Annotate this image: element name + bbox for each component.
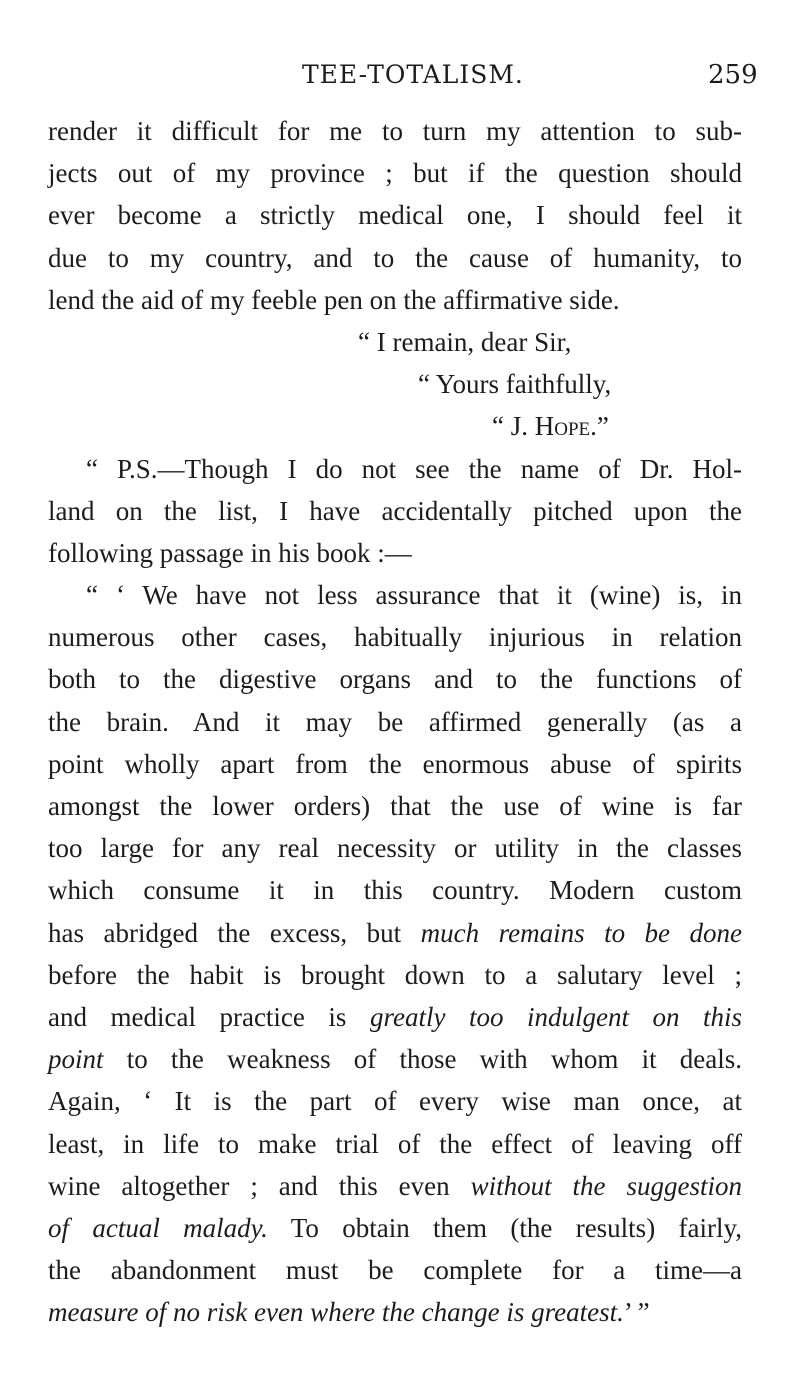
text-line: too large for any real necessity or utility in the classes xyxy=(48,833,742,864)
text-line: ever become a strictly medical one, I should feel it xyxy=(48,200,742,231)
running-title: TEE-TOTALISM. xyxy=(302,60,524,89)
italic-segment: greatly too indulgent on this xyxy=(369,1001,742,1032)
text-line: due to my country, and to the cause of humanity, to xyxy=(48,242,742,273)
text-line: which consume it in this country. Modern custom xyxy=(48,875,742,906)
italic-segment: of actual malady. xyxy=(48,1212,268,1243)
text-line: the abandonment must be complete for a time—a xyxy=(48,1255,742,1286)
text-segment: wine altogether ; and this even xyxy=(48,1170,450,1201)
italic-segment: point xyxy=(48,1044,104,1075)
text-line: land on the list, I have accidentally pitched upon the xyxy=(48,495,742,526)
signoff-signature: “ J. Hope.” xyxy=(492,411,609,442)
text-line: “ P.S.—Though I do not see the name of Dr. Hol- xyxy=(86,453,742,484)
text-line-mixed xyxy=(48,996,742,1038)
text-line: before the habit is brought down to a salutary level ; xyxy=(48,959,742,990)
text-line: jects out of my province ; but if the question should xyxy=(48,158,742,189)
text-segment: To obtain them (the results) fairly, xyxy=(267,1212,742,1243)
text-line: numerous other cases, habitually injurious in relation xyxy=(48,622,742,653)
text-line-mixed xyxy=(48,1165,742,1207)
signoff-line: “ I remain, dear Sir, xyxy=(358,326,572,357)
italic-segment: without the suggestion xyxy=(470,1170,742,1201)
italic-segment: measure of no risk even where the change is greatest. xyxy=(48,1297,624,1328)
text-line: render it difficult for me to turn my attention to sub- xyxy=(48,116,742,146)
signoff-line: “ Yours faithfully, xyxy=(418,369,612,400)
text-segment: to the weakness of those with whom it deals. xyxy=(103,1044,742,1075)
text-line: point wholly apart from the enormous abuse of spirits xyxy=(48,748,742,779)
text-segment: has abridged the excess, but xyxy=(48,917,402,948)
text-line-mixed xyxy=(48,912,742,954)
italic-segment: much remains to be done xyxy=(420,917,743,948)
page-number: 259 xyxy=(708,60,758,90)
running-head xyxy=(0,60,800,94)
text-line: lend the aid of my feeble pen on the affirmative side. xyxy=(48,284,620,315)
text-line-mixed xyxy=(48,1207,742,1249)
text-line-mixed xyxy=(48,1038,742,1080)
text-segment: ’ ” xyxy=(623,1297,650,1328)
text-segment: and medical practice is xyxy=(48,1001,347,1032)
text-line: amongst the lower orders) that the use of wine is far xyxy=(48,791,742,821)
text-line: following passage in his book :— xyxy=(48,537,412,568)
body-text xyxy=(48,110,742,1333)
text-line: Again, ‘ It is the part of every wise man once, at xyxy=(48,1086,742,1117)
text-line-mixed xyxy=(48,1291,742,1333)
text-line: the brain. And it may be affirmed generally (as a xyxy=(48,706,742,737)
text-line: both to the digestive organs and to the functions of xyxy=(48,664,742,695)
text-line: “ ‘ We have not less assurance that it (wine) is, in xyxy=(86,580,742,611)
text-line: least, in life to make trial of the effect of leaving off xyxy=(48,1128,742,1159)
